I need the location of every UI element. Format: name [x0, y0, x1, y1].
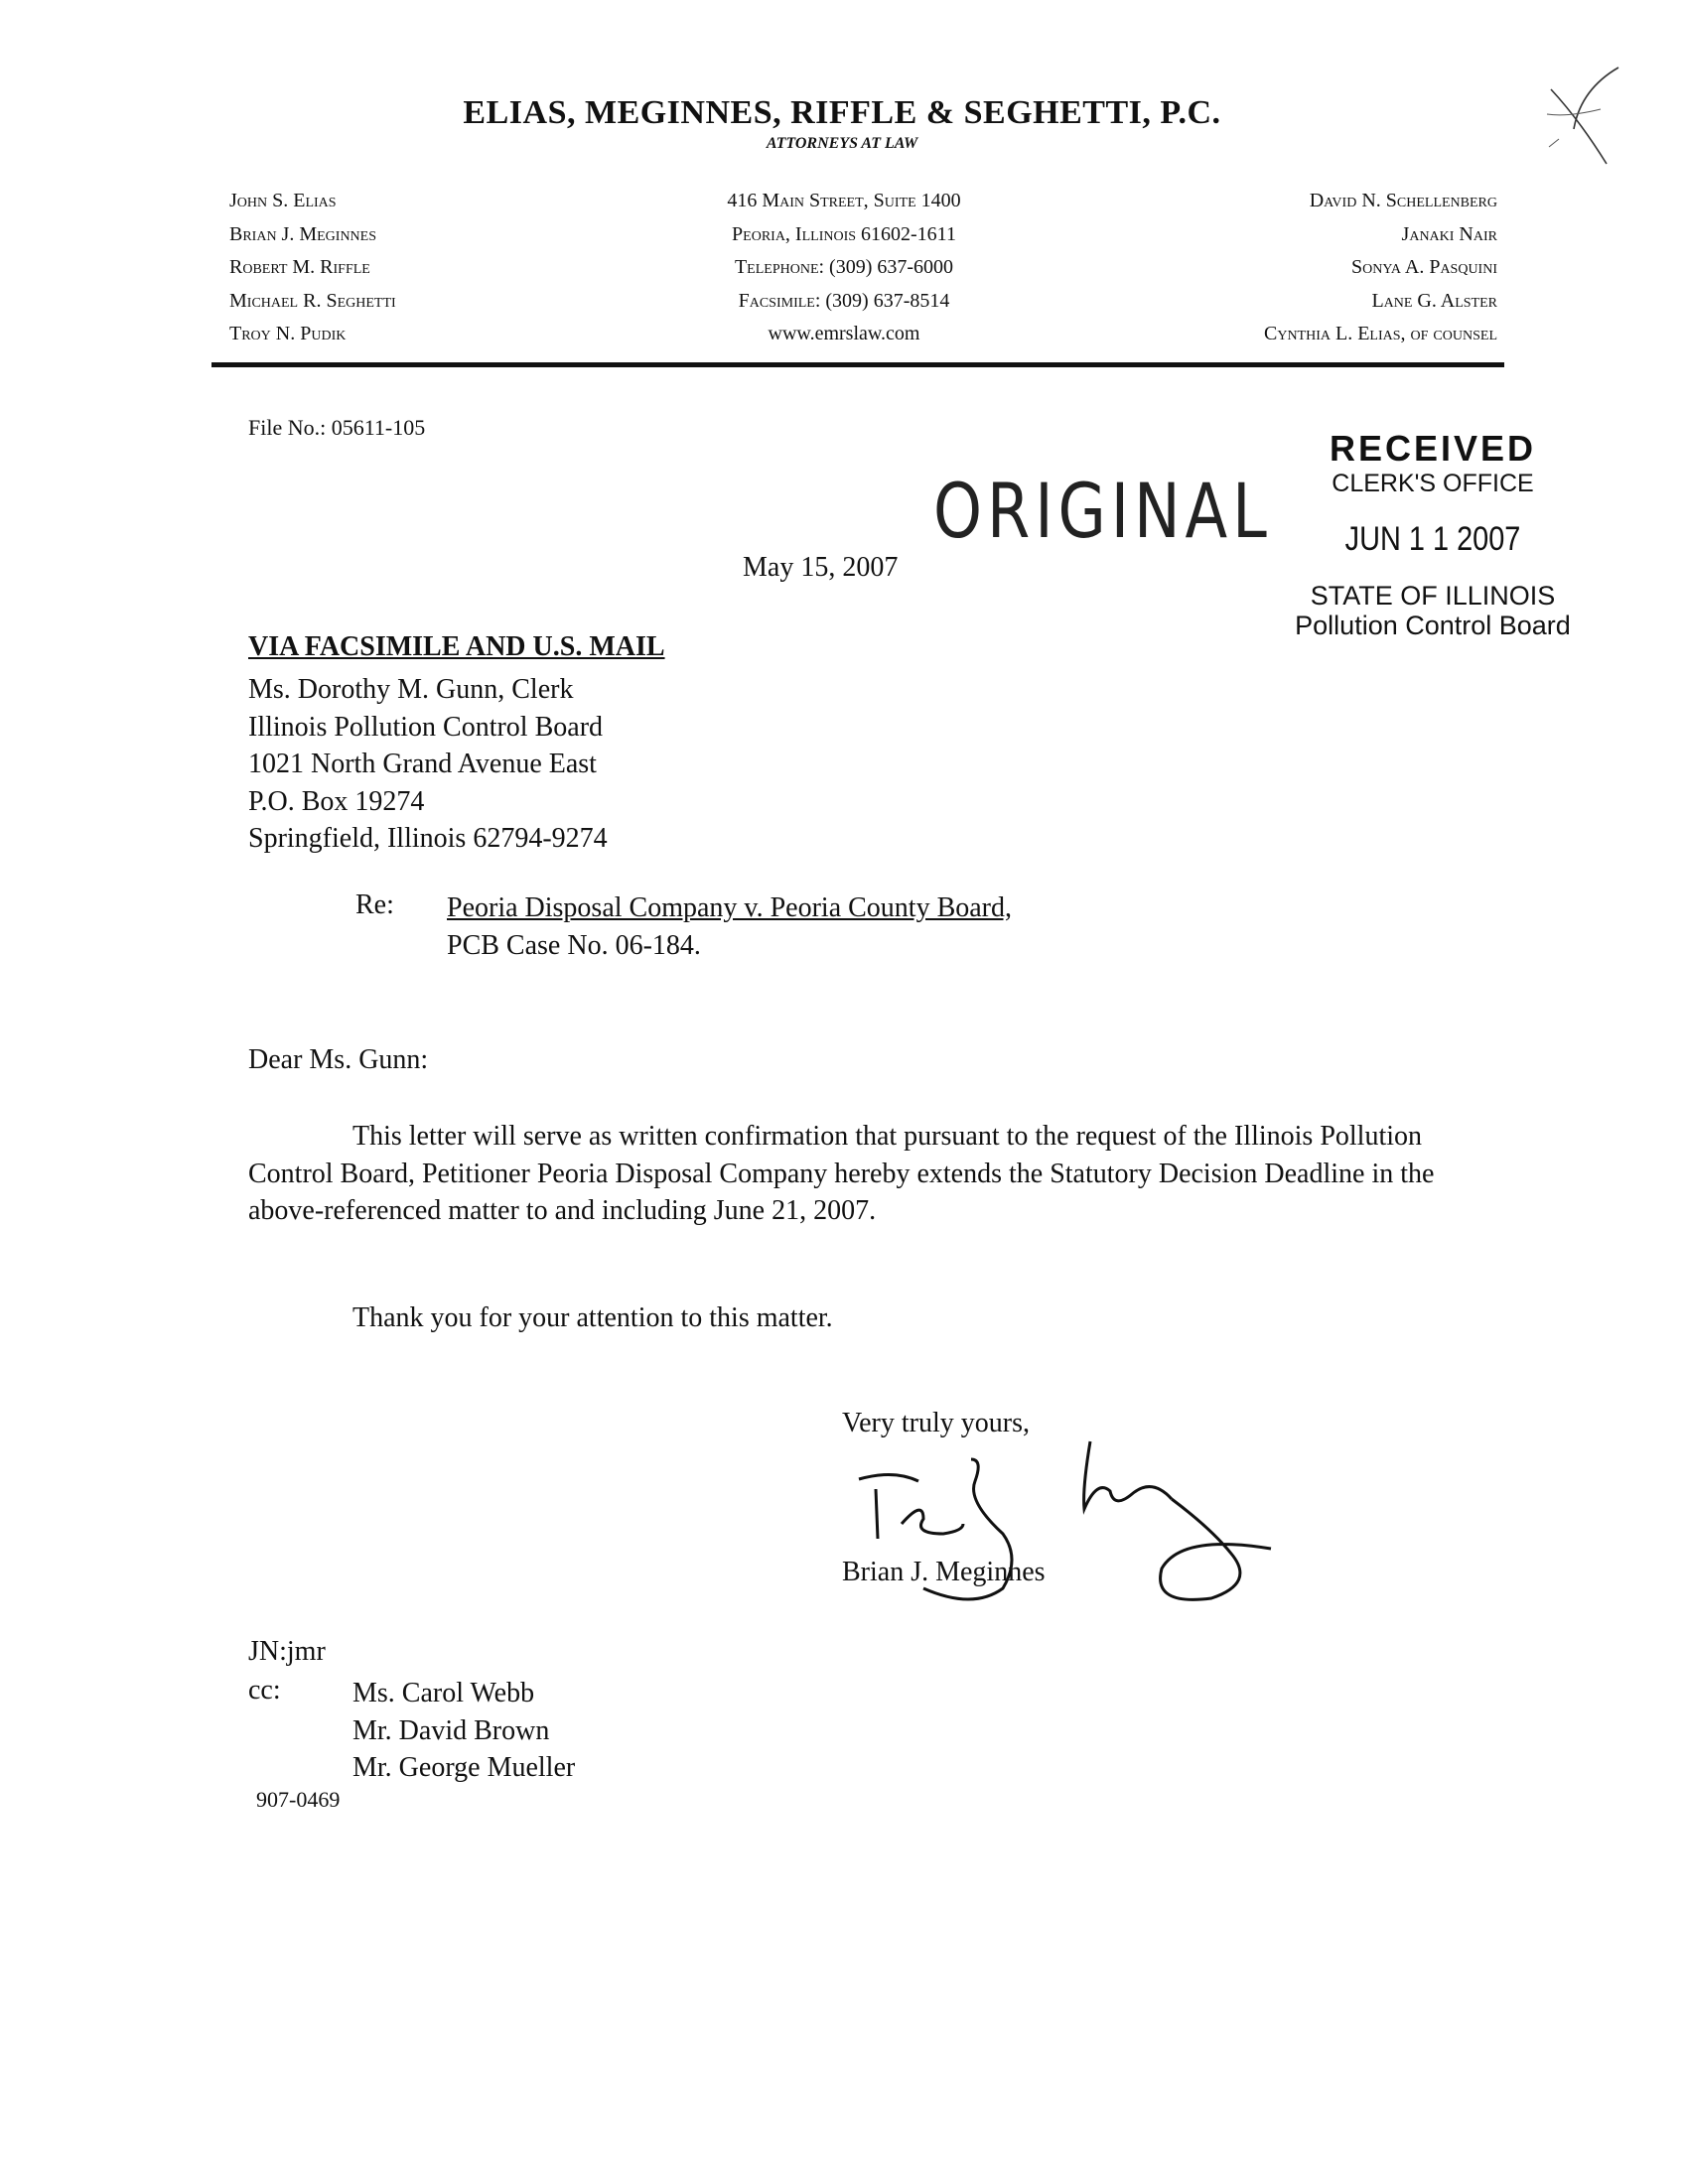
attorney-name: Brian J. Meginnes: [229, 222, 377, 245]
attorney-name: David N. Schellenberg: [1309, 190, 1497, 211]
recipient-line: 1021 North Grand Avenue East: [248, 749, 597, 779]
facsimile: Facsimile: (309) 637-8514: [738, 289, 950, 312]
typist-initials: JN:jmr: [248, 1636, 326, 1667]
re-subject: [447, 889, 1012, 964]
attorney-name: Cynthia L. Elias, of counsel: [1264, 323, 1497, 344]
right-attorney-list: [1264, 185, 1497, 351]
attorney-name: Lane G. Alster: [1371, 289, 1497, 312]
delivery-method: VIA FACSIMILE AND U.S. MAIL: [248, 631, 665, 662]
attorney-name: Troy N. Pudik: [229, 323, 347, 344]
left-attorney-list: [229, 185, 396, 351]
website: www.emrslaw.com: [768, 323, 920, 344]
received-title: RECEIVED: [1329, 428, 1537, 469]
file-number: File No.: 05611-105: [248, 415, 426, 440]
firm-name: ELIAS, MEGINNES, RIFFLE & SEGHETTI, P.C.: [463, 94, 1221, 131]
cc-label: cc:: [248, 1675, 281, 1706]
recipient-line: Springfield, Illinois 62794-9274: [248, 823, 608, 854]
letterhead-divider: [211, 362, 1504, 367]
original-stamp: ORIGINAL: [933, 467, 1272, 555]
attorney-name: Michael R. Seghetti: [229, 289, 396, 312]
case-name: Peoria Disposal Company v. Peoria County Board,: [447, 892, 1013, 923]
recipient-address: [248, 671, 608, 858]
firm-subtitle: ATTORNEYS AT LAW: [766, 135, 918, 152]
body-paragraph: This letter will serve as written confirmation that pursuant to the request of the Illinois Pollution Control Board, Petitioner Peoria Disposal Company hereby extends the Statutory Decision Deadline in the above-referenced matter to and including June 21, 2007.: [248, 1121, 1435, 1226]
recipient-line: P.O. Box 19274: [248, 785, 425, 817]
recipient-line: Ms. Dorothy M. Gunn, Clerk: [248, 674, 574, 705]
received-stamp: [1269, 429, 1597, 640]
cc-recipient: Mr. David Brown: [352, 1714, 550, 1746]
signer-name: Brian J. Meginnes: [842, 1557, 1046, 1587]
received-date: JUN 1 1 2007: [1344, 520, 1521, 558]
firm-address-block: [635, 185, 1052, 351]
attorney-name: Robert M. Riffle: [229, 256, 370, 278]
recipient-line: Illinois Pollution Control Board: [248, 711, 604, 743]
letter-date: May 15, 2007: [743, 552, 899, 583]
received-board: Pollution Control Board: [1295, 611, 1571, 640]
attorney-name: John S. Elias: [229, 190, 337, 211]
salutation: Dear Ms. Gunn:: [248, 1044, 429, 1075]
cc-recipient: Mr. George Mueller: [352, 1752, 576, 1783]
street-address: 416 Main Street, Suite 1400: [727, 190, 961, 211]
re-label: Re:: [355, 889, 394, 920]
thanks-paragraph: Thank you for your attention to this matter.: [352, 1302, 833, 1333]
cc-list: [352, 1675, 575, 1787]
case-number: PCB Case No. 06-184.: [447, 929, 701, 961]
cc-recipient: Ms. Carol Webb: [352, 1678, 535, 1708]
city-state-zip: Peoria, Illinois 61602-1611: [732, 222, 956, 245]
attorney-name: Sonya A. Pasquini: [1350, 256, 1497, 278]
document-code: 907-0469: [256, 1787, 341, 1812]
received-state: STATE OF ILLINOIS: [1310, 581, 1556, 611]
closing: Very truly yours,: [842, 1408, 1030, 1438]
received-office: CLERK'S OFFICE: [1332, 470, 1534, 497]
attorney-name: Janaki Nair: [1401, 222, 1497, 245]
handwritten-x-mark: [1529, 60, 1638, 169]
telephone: Telephone: (309) 637-6000: [734, 256, 954, 278]
